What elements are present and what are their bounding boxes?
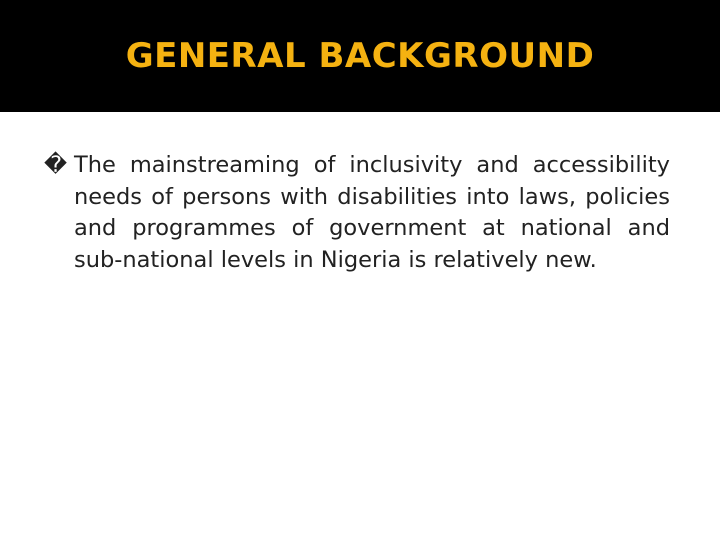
title-bar bbox=[0, 0, 720, 112]
slide-title: GENERAL BACKGROUND bbox=[125, 36, 595, 76]
slide-content bbox=[44, 150, 670, 276]
bullet-item bbox=[44, 150, 670, 276]
bullet-text: The mainstreaming of inclusivity and accessibility needs of persons with disabilities into laws, policies and programmes of government at national and sub-national levels in Nigeria is relatively new. bbox=[74, 152, 670, 273]
bullet-icon: � bbox=[44, 152, 68, 178]
